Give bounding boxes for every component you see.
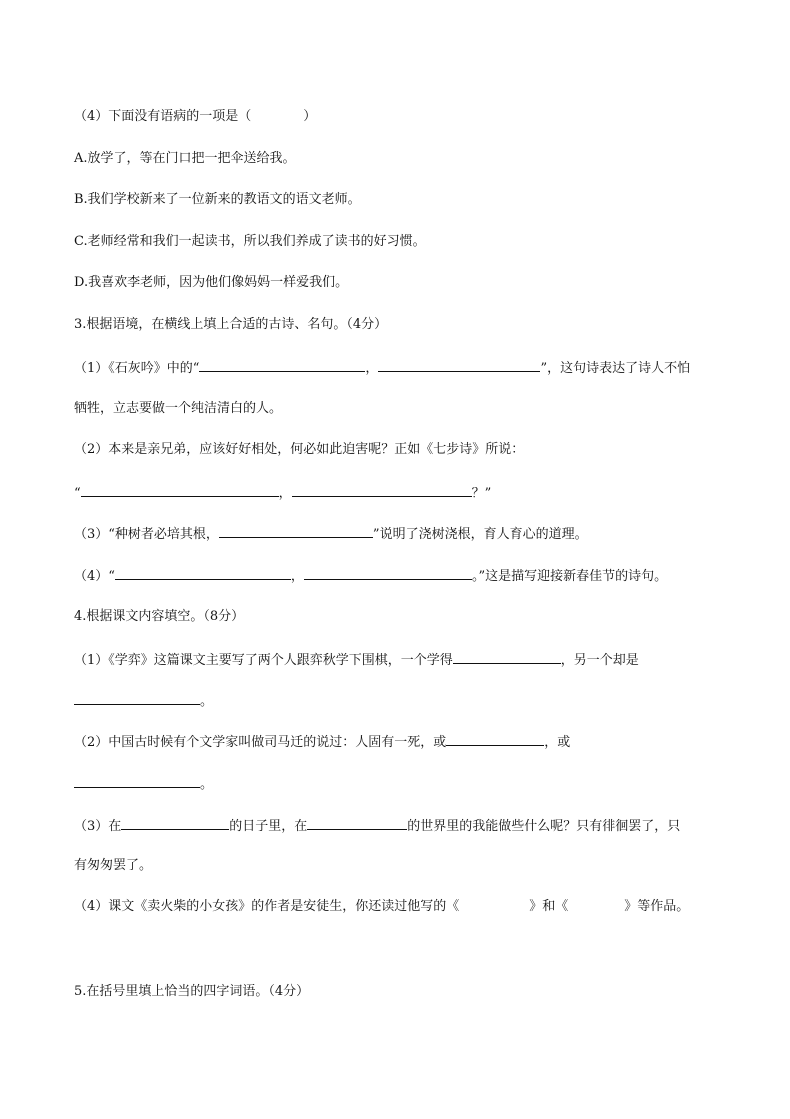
question-4-item-1 (74, 650, 639, 670)
question-4-title: 4.根据课文内容填空。（8分） (74, 609, 245, 624)
question-3-item-4 (74, 566, 667, 586)
question-3-item-2: （2）本来是亲兄弟，应该好好相处，何必如此迫害呢？正如《七步诗》所说： (74, 442, 525, 457)
option-d: D.我喜欢李老师，因为他们像妈妈一样爱我们。 (74, 275, 349, 290)
question-3-item-1 (74, 358, 690, 378)
q4-item4-suffix: 》等作品。 (624, 899, 690, 914)
q3-item1-suffix: ”，这句诗表达了诗人不怕 (540, 361, 691, 376)
question-3-title: 3.根据语境，在横线上填上合适的古诗、名句。（4分） (74, 317, 388, 332)
q4-item3-prefix: （3）在 (74, 819, 122, 834)
question-4-4-stem (74, 108, 316, 126)
question-4-item-3-continued: 有匆匆罢了。 (74, 858, 153, 873)
answer-blank[interactable] (307, 816, 407, 830)
stem-text: （4）下面没有语病的一项是（ (74, 109, 252, 124)
q3-item4-separator: ， (290, 569, 304, 584)
answer-blank[interactable] (219, 524, 373, 538)
q4-item1-prefix: （1）《学弈》这篇课文主要写了两个人跟弈秋学下围棋，一个学得 (74, 653, 453, 668)
question-4-item-4 (74, 898, 689, 916)
option-a: A.放学了，等在门口把一把伞送给我。 (74, 151, 296, 166)
q4-item4-middle: 》和《 (529, 899, 569, 914)
question-4-item-2 (74, 732, 570, 752)
q3-item3-suffix: ”说明了浇树浇根，育人育心的道理。 (372, 527, 588, 542)
q3-item2-end: ？” (471, 486, 492, 501)
answer-blank[interactable] (199, 358, 365, 372)
q3-item1-separator: ， (365, 361, 379, 376)
answer-blank[interactable] (81, 483, 279, 497)
stem-end: ） (303, 109, 317, 124)
open-quote: “ (74, 486, 81, 501)
answer-blank[interactable] (446, 732, 544, 746)
answer-blank[interactable] (304, 566, 472, 580)
question-4-item-2-continued (74, 774, 213, 794)
question-4-item-3 (74, 816, 680, 836)
q3-item2-separator: ， (278, 486, 292, 501)
question-3-item-1-continued: 牺牲，立志要做一个纯洁清白的人。 (74, 401, 283, 416)
answer-blank[interactable] (115, 566, 291, 580)
answer-blank[interactable] (121, 816, 229, 830)
question-3-item-3 (74, 524, 588, 544)
q3-item4-suffix: 。”这是描写迎接新春佳节的诗句。 (471, 569, 668, 584)
answer-blank[interactable] (378, 358, 540, 372)
question-3-item-2-answer (74, 483, 491, 503)
period: 。 (200, 777, 214, 792)
q3-item3-prefix: （3）“种树者必培其根， (74, 527, 219, 542)
option-c: C.老师经常和我们一起读书，所以我们养成了读书的好习惯。 (74, 234, 426, 249)
q3-item1-prefix: （1）《石灰吟》中的“ (74, 361, 200, 376)
q4-item2-suffix: ，或 (544, 735, 571, 750)
period: 。 (200, 694, 214, 709)
answer-blank[interactable] (74, 774, 200, 788)
q4-item1-suffix: ，另一个却是 (560, 653, 639, 668)
q3-item4-prefix: （4）“ (74, 569, 115, 584)
q4-item3-suffix: 的世界里的我能做些什么呢？只有徘徊罢了，只 (407, 819, 681, 834)
question-5-title: 5.在括号里填上恰当的四字词语。（4分） (74, 984, 310, 999)
q4-item3-middle: 的日子里，在 (229, 819, 308, 834)
answer-blank[interactable] (292, 483, 472, 497)
question-4-item-1-continued (74, 691, 213, 711)
q4-item4-prefix: （4）课文《卖火柴的小女孩》的作者是安徒生，你还读过他写的《 (74, 899, 460, 914)
answer-blank[interactable] (453, 650, 561, 664)
q4-item2-prefix: （2）中国古时候有个文学家叫做司马迁的说过：人固有一死，或 (74, 735, 447, 750)
option-b: B.我们学校新来了一位新来的教语文的语文老师。 (74, 192, 361, 207)
answer-blank[interactable] (74, 691, 200, 705)
